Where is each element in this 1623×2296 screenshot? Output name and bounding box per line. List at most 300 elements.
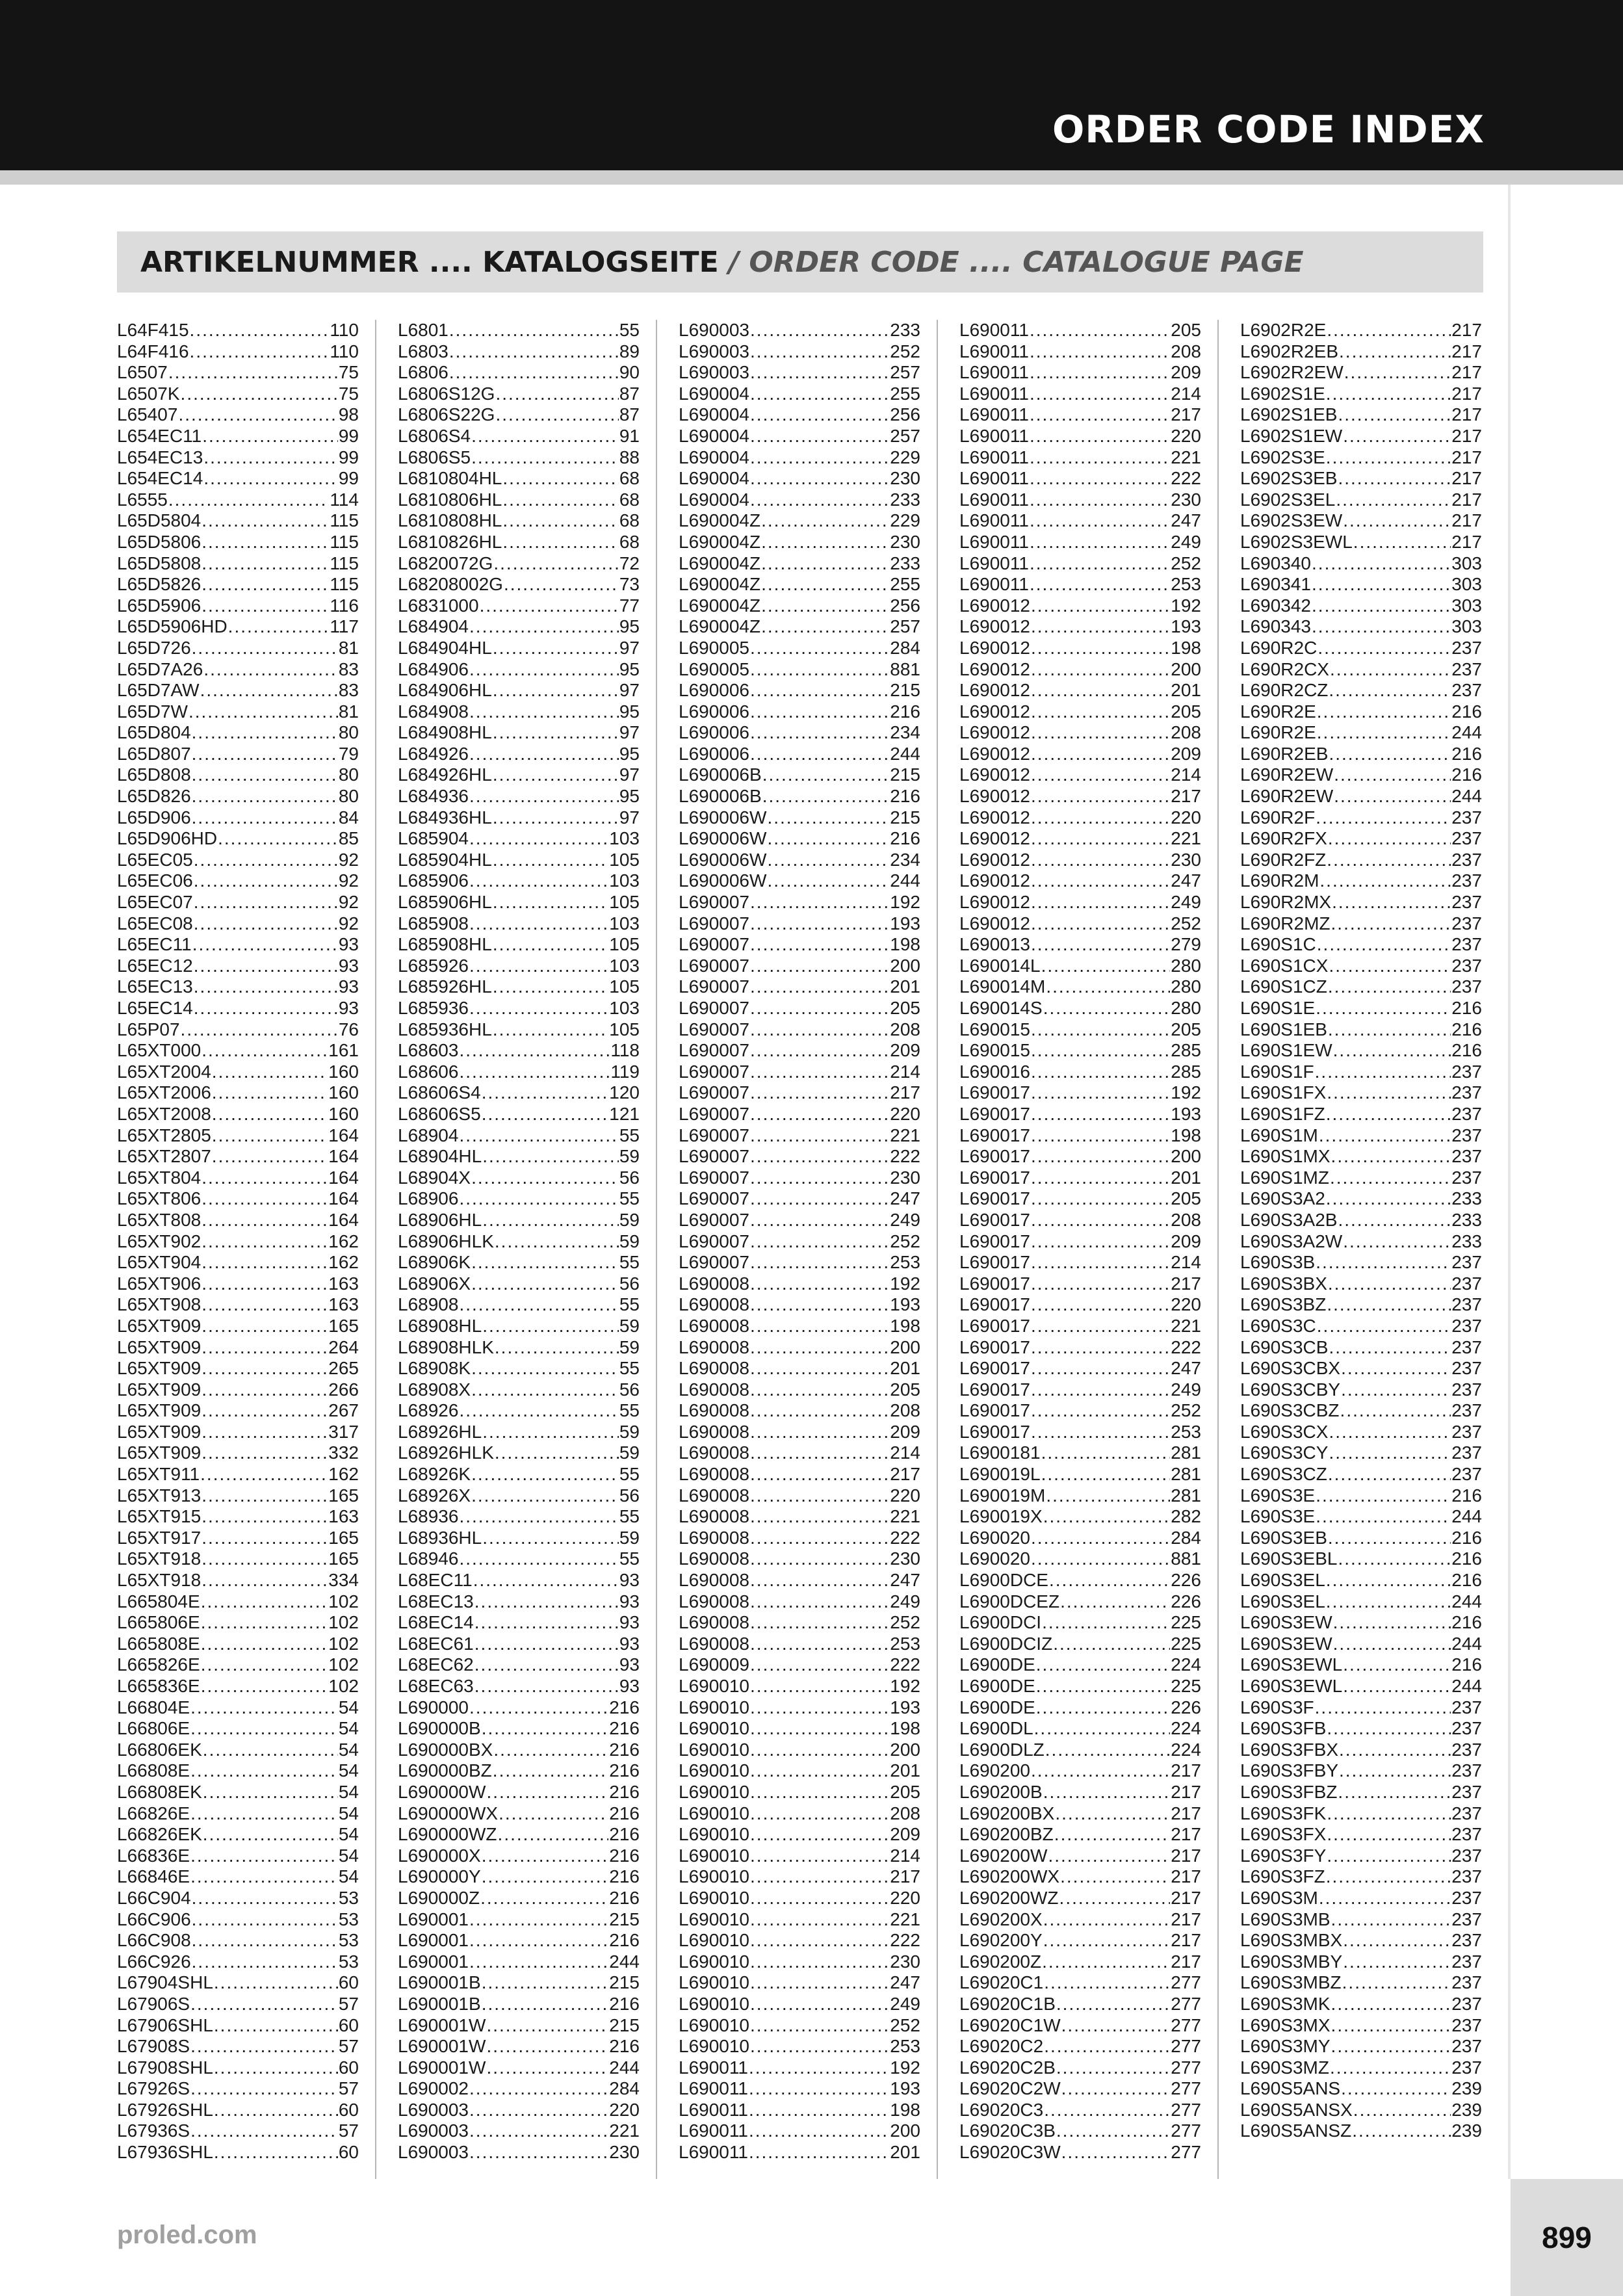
order-code: L67908S <box>117 2036 190 2057</box>
order-code: L65P07 <box>117 1019 180 1039</box>
index-entry <box>679 1803 920 1825</box>
dot-leader <box>1031 807 1170 829</box>
catalogue-page: 253 <box>890 1633 920 1654</box>
index-entry <box>959 638 1201 659</box>
index-entry <box>398 722 640 744</box>
order-code: L690010 <box>679 2015 750 2035</box>
order-code: L65EC07 <box>117 892 193 913</box>
catalogue-page: 93 <box>619 1612 640 1633</box>
dot-leader <box>469 1951 608 1973</box>
dot-leader <box>1042 1951 1170 1973</box>
dot-leader <box>201 1634 328 1655</box>
catalogue-page: 217 <box>1451 489 1482 510</box>
index-entry <box>1240 1994 1482 2015</box>
index-entry <box>959 1422 1201 1443</box>
dot-leader <box>750 1082 889 1104</box>
order-code: L690006 <box>679 680 750 701</box>
index-entry <box>1240 998 1482 1019</box>
index-entry <box>959 426 1201 447</box>
dot-leader <box>761 532 889 553</box>
index-entry <box>679 1846 920 1867</box>
dot-leader <box>1316 998 1451 1019</box>
index-entry <box>679 1930 920 1951</box>
catalogue-page: 95 <box>619 786 640 807</box>
order-code: L690001 <box>398 1930 469 1951</box>
order-code: L690003 <box>679 341 750 361</box>
index-entry <box>679 2100 920 2121</box>
dot-leader <box>188 701 338 723</box>
order-code: L690012 <box>959 701 1031 722</box>
order-code: L690004 <box>679 404 750 425</box>
index-entry <box>398 892 640 913</box>
catalogue-page: 264 <box>328 1337 359 1357</box>
dot-leader <box>1334 786 1451 807</box>
index-entry <box>959 1718 1201 1740</box>
index-entry <box>959 1168 1201 1189</box>
catalogue-page: 253 <box>890 2036 920 2057</box>
catalogue-page: 217 <box>1451 383 1482 404</box>
catalogue-page: 102 <box>328 1654 359 1675</box>
order-code: L690S3MBZ <box>1240 1972 1342 1993</box>
index-entry <box>959 1400 1201 1422</box>
index-entry <box>679 1824 920 1846</box>
order-code: L690008 <box>679 1337 750 1357</box>
order-code: L690004Z <box>679 510 761 531</box>
dot-leader <box>1331 2036 1451 2057</box>
index-entry <box>398 828 640 850</box>
index-entry <box>117 320 359 341</box>
dot-leader <box>493 807 619 829</box>
dot-leader <box>190 1846 338 1867</box>
catalogue-page: 53 <box>338 1951 359 1972</box>
section-heading <box>117 231 1483 293</box>
dot-leader <box>750 1422 889 1443</box>
catalogue-page: 208 <box>1171 341 1201 361</box>
index-entry <box>679 574 920 595</box>
index-entry <box>117 1231 359 1253</box>
dot-leader <box>1030 426 1170 447</box>
order-code: L690020 <box>959 1548 1031 1569</box>
dot-leader <box>750 1909 889 1931</box>
catalogue-page: 217 <box>890 1866 920 1887</box>
dot-leader <box>474 1634 619 1655</box>
catalogue-page: 237 <box>1451 934 1482 955</box>
catalogue-page: 83 <box>338 659 359 679</box>
catalogue-page: 217 <box>1451 341 1482 361</box>
dot-leader <box>1312 616 1451 638</box>
dot-leader <box>1031 1019 1170 1041</box>
dot-leader <box>1031 1358 1170 1379</box>
catalogue-page: 226 <box>1171 1697 1201 1717</box>
index-entry <box>679 1676 920 1697</box>
dot-leader <box>1338 404 1451 426</box>
order-code: L690200B <box>959 1781 1043 1802</box>
index-entry <box>1240 1909 1482 1931</box>
dot-leader <box>750 1104 889 1125</box>
catalogue-page: 282 <box>1171 1506 1201 1527</box>
order-code: L690200W <box>959 1845 1048 1866</box>
catalogue-page: 247 <box>1171 510 1201 531</box>
dot-leader <box>750 404 889 426</box>
catalogue-page: 216 <box>1451 701 1482 722</box>
catalogue-page: 237 <box>1451 1061 1482 1082</box>
dot-leader <box>473 1570 619 1591</box>
catalogue-page: 214 <box>890 1061 920 1082</box>
dot-leader <box>504 574 619 595</box>
dot-leader <box>469 2078 608 2100</box>
dot-leader <box>1331 2015 1451 2037</box>
order-code: L68EC61 <box>398 1633 474 1654</box>
index-entry <box>1240 489 1482 511</box>
catalogue-page: 163 <box>328 1294 359 1315</box>
order-code: L65XT911 <box>117 1464 200 1485</box>
order-code: L690S3CX <box>1240 1421 1329 1442</box>
order-code: L690S5ANSZ <box>1240 2120 1352 2141</box>
order-code: L68606S4 <box>398 1082 481 1103</box>
catalogue-page: 91 <box>619 425 640 446</box>
order-code: L65EC11 <box>117 934 192 955</box>
index-entry <box>1240 1782 1482 1803</box>
catalogue-page: 237 <box>1451 1442 1482 1463</box>
catalogue-page: 216 <box>609 1697 640 1717</box>
catalogue-page: 59 <box>619 1442 640 1463</box>
index-entry <box>959 1125 1201 1147</box>
catalogue-page: 257 <box>890 616 920 637</box>
index-entry <box>117 1782 359 1803</box>
index-entry <box>398 1654 640 1676</box>
dot-leader <box>499 1803 608 1825</box>
index-entry <box>959 1273 1201 1295</box>
order-code: L65EC12 <box>117 955 193 976</box>
dot-leader <box>1031 1040 1170 1062</box>
catalogue-page: 165 <box>328 1548 359 1569</box>
order-code: L65XT909 <box>117 1315 201 1336</box>
dot-leader <box>1342 1972 1451 1994</box>
order-code: L690000Y <box>398 1866 481 1887</box>
order-code: L690006 <box>679 701 750 722</box>
order-code: L65XT904 <box>117 1252 201 1273</box>
dot-leader <box>192 934 338 956</box>
catalogue-page: 97 <box>619 722 640 743</box>
order-code: L690S5ANSX <box>1240 2099 1353 2120</box>
catalogue-page: 224 <box>1171 1739 1201 1760</box>
catalogue-page: 285 <box>1171 1040 1201 1061</box>
order-code: L690200Y <box>959 1930 1043 1951</box>
catalogue-page: 237 <box>1451 870 1482 891</box>
order-code: L684908 <box>398 701 469 722</box>
dot-leader <box>1316 1485 1451 1507</box>
order-code: L6806S22G <box>398 404 495 425</box>
index-entry <box>1240 1824 1482 1846</box>
order-code: L68936 <box>398 1506 459 1527</box>
index-entry <box>1240 1760 1482 1782</box>
order-code: L690012 <box>959 637 1031 658</box>
index-entry <box>679 638 920 659</box>
index-entry <box>1240 764 1482 786</box>
order-code: L65EC13 <box>117 976 193 997</box>
catalogue-page: 198 <box>890 934 920 955</box>
order-code: L67908SHL <box>117 2057 213 2078</box>
index-entry <box>117 1464 359 1485</box>
index-entry <box>959 744 1201 765</box>
catalogue-page: 249 <box>1171 531 1201 552</box>
index-entry <box>1240 1506 1482 1528</box>
catalogue-page: 89 <box>619 341 640 361</box>
index-entry <box>959 1654 1201 1676</box>
order-code: L690S1M <box>1240 1125 1318 1145</box>
index-entry <box>1240 1548 1482 1570</box>
catalogue-page: 93 <box>619 1676 640 1696</box>
catalogue-page: 237 <box>1451 1887 1482 1908</box>
order-code: L68603 <box>398 1040 459 1061</box>
order-code: L690001W <box>398 2036 486 2057</box>
order-code: L65D5804 <box>117 510 201 531</box>
dot-leader <box>1030 574 1170 595</box>
catalogue-page: 162 <box>328 1464 359 1485</box>
catalogue-page: 222 <box>890 1654 920 1675</box>
order-code: L690R2EW <box>1240 786 1334 807</box>
dot-leader <box>192 638 338 659</box>
order-code: L665808E <box>117 1633 200 1654</box>
index-entry <box>117 1422 359 1443</box>
order-code: L690008 <box>679 1400 750 1421</box>
index-entry <box>959 1082 1201 1104</box>
index-entry <box>398 426 640 447</box>
index-entry <box>1240 510 1482 532</box>
order-code: L68EC11 <box>398 1570 473 1591</box>
dot-leader <box>1031 786 1170 807</box>
catalogue-page: 222 <box>890 1527 920 1548</box>
order-code: L67906S <box>117 1993 190 2014</box>
order-code: L690S3B <box>1240 1252 1316 1273</box>
index-entry <box>679 384 920 405</box>
catalogue-page: 216 <box>609 1866 640 1887</box>
dot-leader <box>761 574 889 595</box>
dot-leader <box>1339 1740 1451 1761</box>
index-entry <box>1240 532 1482 553</box>
dot-leader <box>750 1316 889 1337</box>
order-code: L684908HL <box>398 722 492 743</box>
dot-leader <box>482 1846 609 1867</box>
dot-leader <box>750 1654 889 1676</box>
index-entry <box>117 595 359 617</box>
dot-leader <box>1030 341 1170 363</box>
order-code: L65D7W <box>117 701 188 722</box>
catalogue-page: 253 <box>1171 1421 1201 1442</box>
catalogue-page: 54 <box>338 1697 359 1717</box>
index-entry <box>117 2015 359 2037</box>
catalogue-page: 57 <box>338 2036 359 2057</box>
dot-leader <box>471 447 619 469</box>
catalogue-page: 208 <box>1171 1209 1201 1230</box>
order-code: L65XT909 <box>117 1358 201 1379</box>
catalogue-page: 93 <box>619 1633 640 1654</box>
catalogue-page: 265 <box>328 1358 359 1379</box>
catalogue-page: 216 <box>1451 1527 1482 1548</box>
dot-leader <box>1327 850 1451 871</box>
catalogue-page: 216 <box>890 701 920 722</box>
catalogue-page: 237 <box>1451 1718 1482 1739</box>
catalogue-page: 252 <box>890 341 920 361</box>
catalogue-page: 237 <box>1451 1400 1482 1421</box>
order-code: L690008 <box>679 1442 750 1463</box>
dot-leader <box>1327 1082 1451 1104</box>
catalogue-page: 192 <box>1171 595 1201 616</box>
order-code: L68908HL <box>398 1315 482 1336</box>
index-entry <box>959 362 1201 384</box>
order-code: L65XT906 <box>117 1273 201 1294</box>
catalogue-page: 256 <box>890 595 920 616</box>
dot-leader <box>192 744 338 765</box>
order-code: L690000BZ <box>398 1760 492 1781</box>
catalogue-page: 97 <box>619 807 640 828</box>
dot-leader <box>502 510 618 532</box>
catalogue-page: 267 <box>328 1400 359 1421</box>
order-code: L690004Z <box>679 574 761 595</box>
index-entry <box>1240 1231 1482 1253</box>
catalogue-page: 79 <box>338 743 359 764</box>
catalogue-page: 59 <box>619 1315 640 1336</box>
index-entry <box>1240 638 1482 659</box>
index-entry <box>679 998 920 1019</box>
dot-leader <box>750 1718 889 1740</box>
order-code: L690S3EW <box>1240 1633 1332 1654</box>
dot-leader <box>750 1824 889 1846</box>
dot-leader <box>1343 510 1451 532</box>
index-entry <box>398 1358 640 1379</box>
index-entry <box>117 1570 359 1591</box>
dot-leader <box>1343 1951 1451 1973</box>
dot-leader <box>1341 1379 1451 1401</box>
order-code: L690R2CZ <box>1240 680 1329 701</box>
dot-leader <box>750 1188 889 1210</box>
dot-leader <box>1036 1697 1171 1719</box>
order-code: L690017 <box>959 1125 1031 1145</box>
order-code: L690S1CX <box>1240 955 1329 976</box>
order-code: L690010 <box>679 1951 750 1972</box>
order-code: L65XT909 <box>117 1442 201 1463</box>
index-entry <box>959 1866 1201 1888</box>
index-entry <box>679 1442 920 1464</box>
dot-leader <box>1316 1506 1451 1528</box>
catalogue-page: 239 <box>1451 2120 1482 2141</box>
index-entry <box>959 701 1201 723</box>
index-entry <box>679 2078 920 2100</box>
dot-leader <box>1031 595 1170 617</box>
order-code: L65XT2807 <box>117 1146 211 1167</box>
catalogue-page: 216 <box>1451 1040 1482 1061</box>
catalogue-page: 201 <box>1171 1167 1201 1188</box>
index-entry <box>959 2100 1201 2121</box>
catalogue-page: 92 <box>338 913 359 933</box>
catalogue-page: 217 <box>1451 447 1482 467</box>
dot-leader <box>1031 1294 1170 1316</box>
index-entry <box>117 1760 359 1782</box>
catalogue-page: 239 <box>1451 2099 1482 2120</box>
index-entry <box>117 1337 359 1359</box>
order-code: L690017 <box>959 1379 1031 1400</box>
dot-leader <box>750 468 889 489</box>
catalogue-page: 303 <box>1451 553 1482 573</box>
dot-leader <box>750 1782 889 1803</box>
catalogue-page: 80 <box>338 786 359 807</box>
order-code: L654EC14 <box>117 468 203 489</box>
index-entry <box>398 2015 640 2037</box>
catalogue-page: 216 <box>609 1718 640 1739</box>
dot-leader <box>750 384 889 405</box>
index-entry <box>398 1909 640 1931</box>
index-entry <box>959 1994 1201 2015</box>
index-entry <box>1240 722 1482 744</box>
index-entry <box>117 2120 359 2142</box>
catalogue-page: 249 <box>890 1209 920 1230</box>
index-entry <box>679 404 920 426</box>
dot-leader <box>201 1316 328 1337</box>
index-columns <box>117 320 1483 2179</box>
order-code: L690S3CY <box>1240 1442 1329 1463</box>
catalogue-page: 221 <box>1171 828 1201 849</box>
order-code: L690008 <box>679 1421 750 1442</box>
order-code: L690019L <box>959 1464 1041 1485</box>
dot-leader <box>469 744 619 765</box>
order-code: L6810806HL <box>398 489 502 510</box>
catalogue-page: 217 <box>1171 786 1201 807</box>
order-code: L66808E <box>117 1760 190 1781</box>
index-entry <box>398 1337 640 1359</box>
dot-leader <box>228 616 330 638</box>
order-code: L6900DLZ <box>959 1739 1045 1760</box>
catalogue-page: 105 <box>609 934 640 955</box>
dot-leader <box>1333 1040 1451 1062</box>
order-code: L690S1MX <box>1240 1146 1331 1167</box>
catalogue-page: 110 <box>330 341 359 361</box>
dot-leader <box>1044 2100 1170 2121</box>
dot-leader <box>750 362 889 384</box>
catalogue-page: 220 <box>890 1103 920 1124</box>
dot-leader <box>212 1082 328 1104</box>
index-entry <box>959 447 1201 469</box>
order-code: L65XT2008 <box>117 1103 211 1124</box>
index-entry <box>398 1634 640 1655</box>
order-code: L690011 <box>679 2078 748 2099</box>
catalogue-page: 216 <box>609 1760 640 1781</box>
catalogue-page: 56 <box>619 1273 640 1294</box>
dot-leader <box>1340 1400 1451 1422</box>
order-code: L685926 <box>398 955 469 976</box>
dot-leader <box>469 1697 608 1719</box>
catalogue-page: 237 <box>1451 892 1482 913</box>
order-code: L65XT908 <box>117 1294 201 1315</box>
index-entry <box>117 574 359 595</box>
index-entry <box>679 1634 920 1655</box>
index-entry <box>1240 1125 1482 1147</box>
catalogue-page: 162 <box>328 1231 359 1251</box>
order-code: L6902S3EB <box>1240 468 1338 489</box>
index-entry <box>959 1104 1201 1125</box>
dot-leader <box>194 870 338 892</box>
index-entry <box>117 680 359 701</box>
dot-leader <box>750 1994 889 2015</box>
catalogue-page: 285 <box>1171 1061 1201 1082</box>
index-entry <box>679 1718 920 1740</box>
order-code: L690S3BZ <box>1240 1294 1327 1315</box>
catalogue-page: 237 <box>1451 913 1482 933</box>
order-code: L65XT2805 <box>117 1125 211 1145</box>
catalogue-page: 162 <box>328 1252 359 1273</box>
index-entry <box>398 404 640 426</box>
order-code: L65EC05 <box>117 849 193 870</box>
order-code: L690007 <box>679 1252 750 1273</box>
